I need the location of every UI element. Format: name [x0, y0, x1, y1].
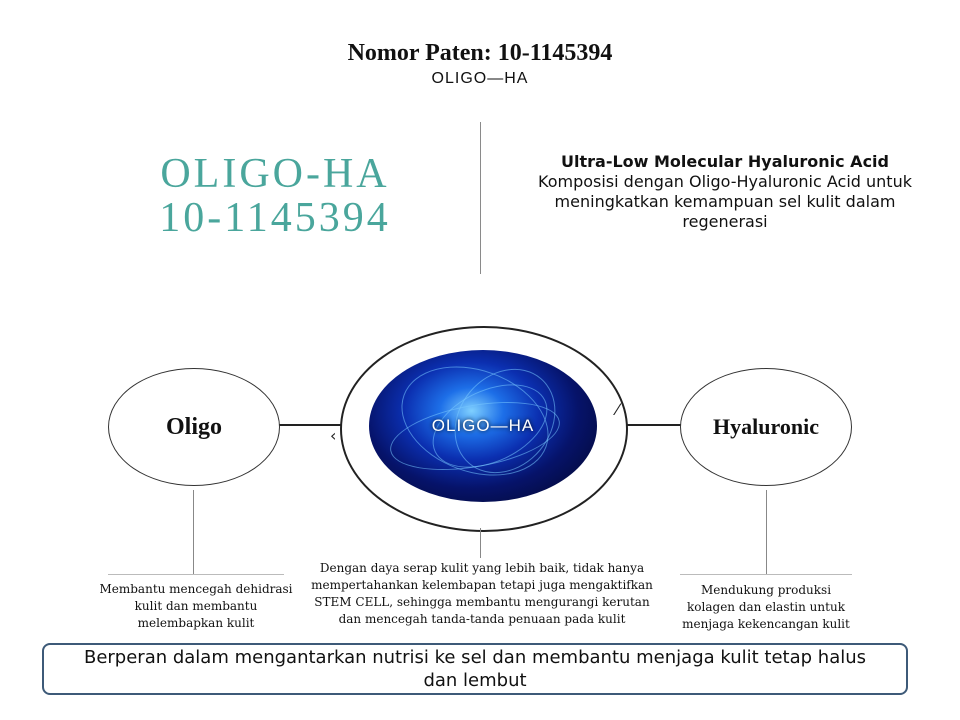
description-body: Komposisi dengan Oligo-Hyaluronic Acid untuk meningkatkan kemampuan sel kulit dalam regenerasi	[538, 172, 912, 231]
center-label: OLIGO—HA	[431, 416, 535, 435]
oligo-label: Oligo	[165, 413, 222, 440]
summary-text: Berperan dalam mengantarkan nutrisi ke sel dan membantu menjaga kulit tetap halus dan lembut	[83, 647, 867, 691]
description-heading: Ultra-Low Molecular Hyaluronic Acid	[561, 152, 889, 171]
left-underline	[108, 574, 284, 575]
center-benefit-text: Dengan daya serap kulit yang lebih baik, tidak hanya mempertahankan kelembapan tetapi juga mengaktifkan STEM CELL, sehingga membantu mengurangi kerutan dan mencegah tanda-tanda penuaan pada kulit	[311, 561, 653, 626]
hyaluronic-benefit-text: Mendukung produksi kolagen dan elastin untuk menjaga kekencangan kulit	[682, 583, 850, 631]
product-logo	[110, 152, 440, 240]
arrow-head-left-icon: ‹	[330, 426, 337, 445]
right-stem-line	[766, 490, 767, 574]
page-subtitle: OLIGO—HA	[431, 70, 529, 87]
oligo-circle	[108, 368, 280, 486]
page-title: Nomor Paten: 10-1145394	[347, 40, 613, 66]
product-description	[520, 152, 930, 232]
vertical-divider	[480, 122, 481, 274]
summary-box	[42, 643, 908, 695]
center-stem-line	[480, 528, 481, 558]
hyaluronic-label: Hyaluronic	[713, 414, 819, 439]
logo-name: OLIGO-HA	[160, 151, 390, 197]
hyaluronic-circle	[680, 368, 852, 486]
right-connector	[620, 424, 682, 426]
left-stem-line	[193, 490, 194, 574]
molecule-image	[369, 350, 597, 502]
oligo-benefit-text: Membantu mencegah dehidrasi kulit dan membantu melembapkan kulit	[99, 582, 293, 630]
logo-number: 10-1145394	[159, 195, 391, 241]
arrow-head-right-icon: ⁄	[616, 400, 619, 419]
right-underline	[680, 574, 852, 575]
